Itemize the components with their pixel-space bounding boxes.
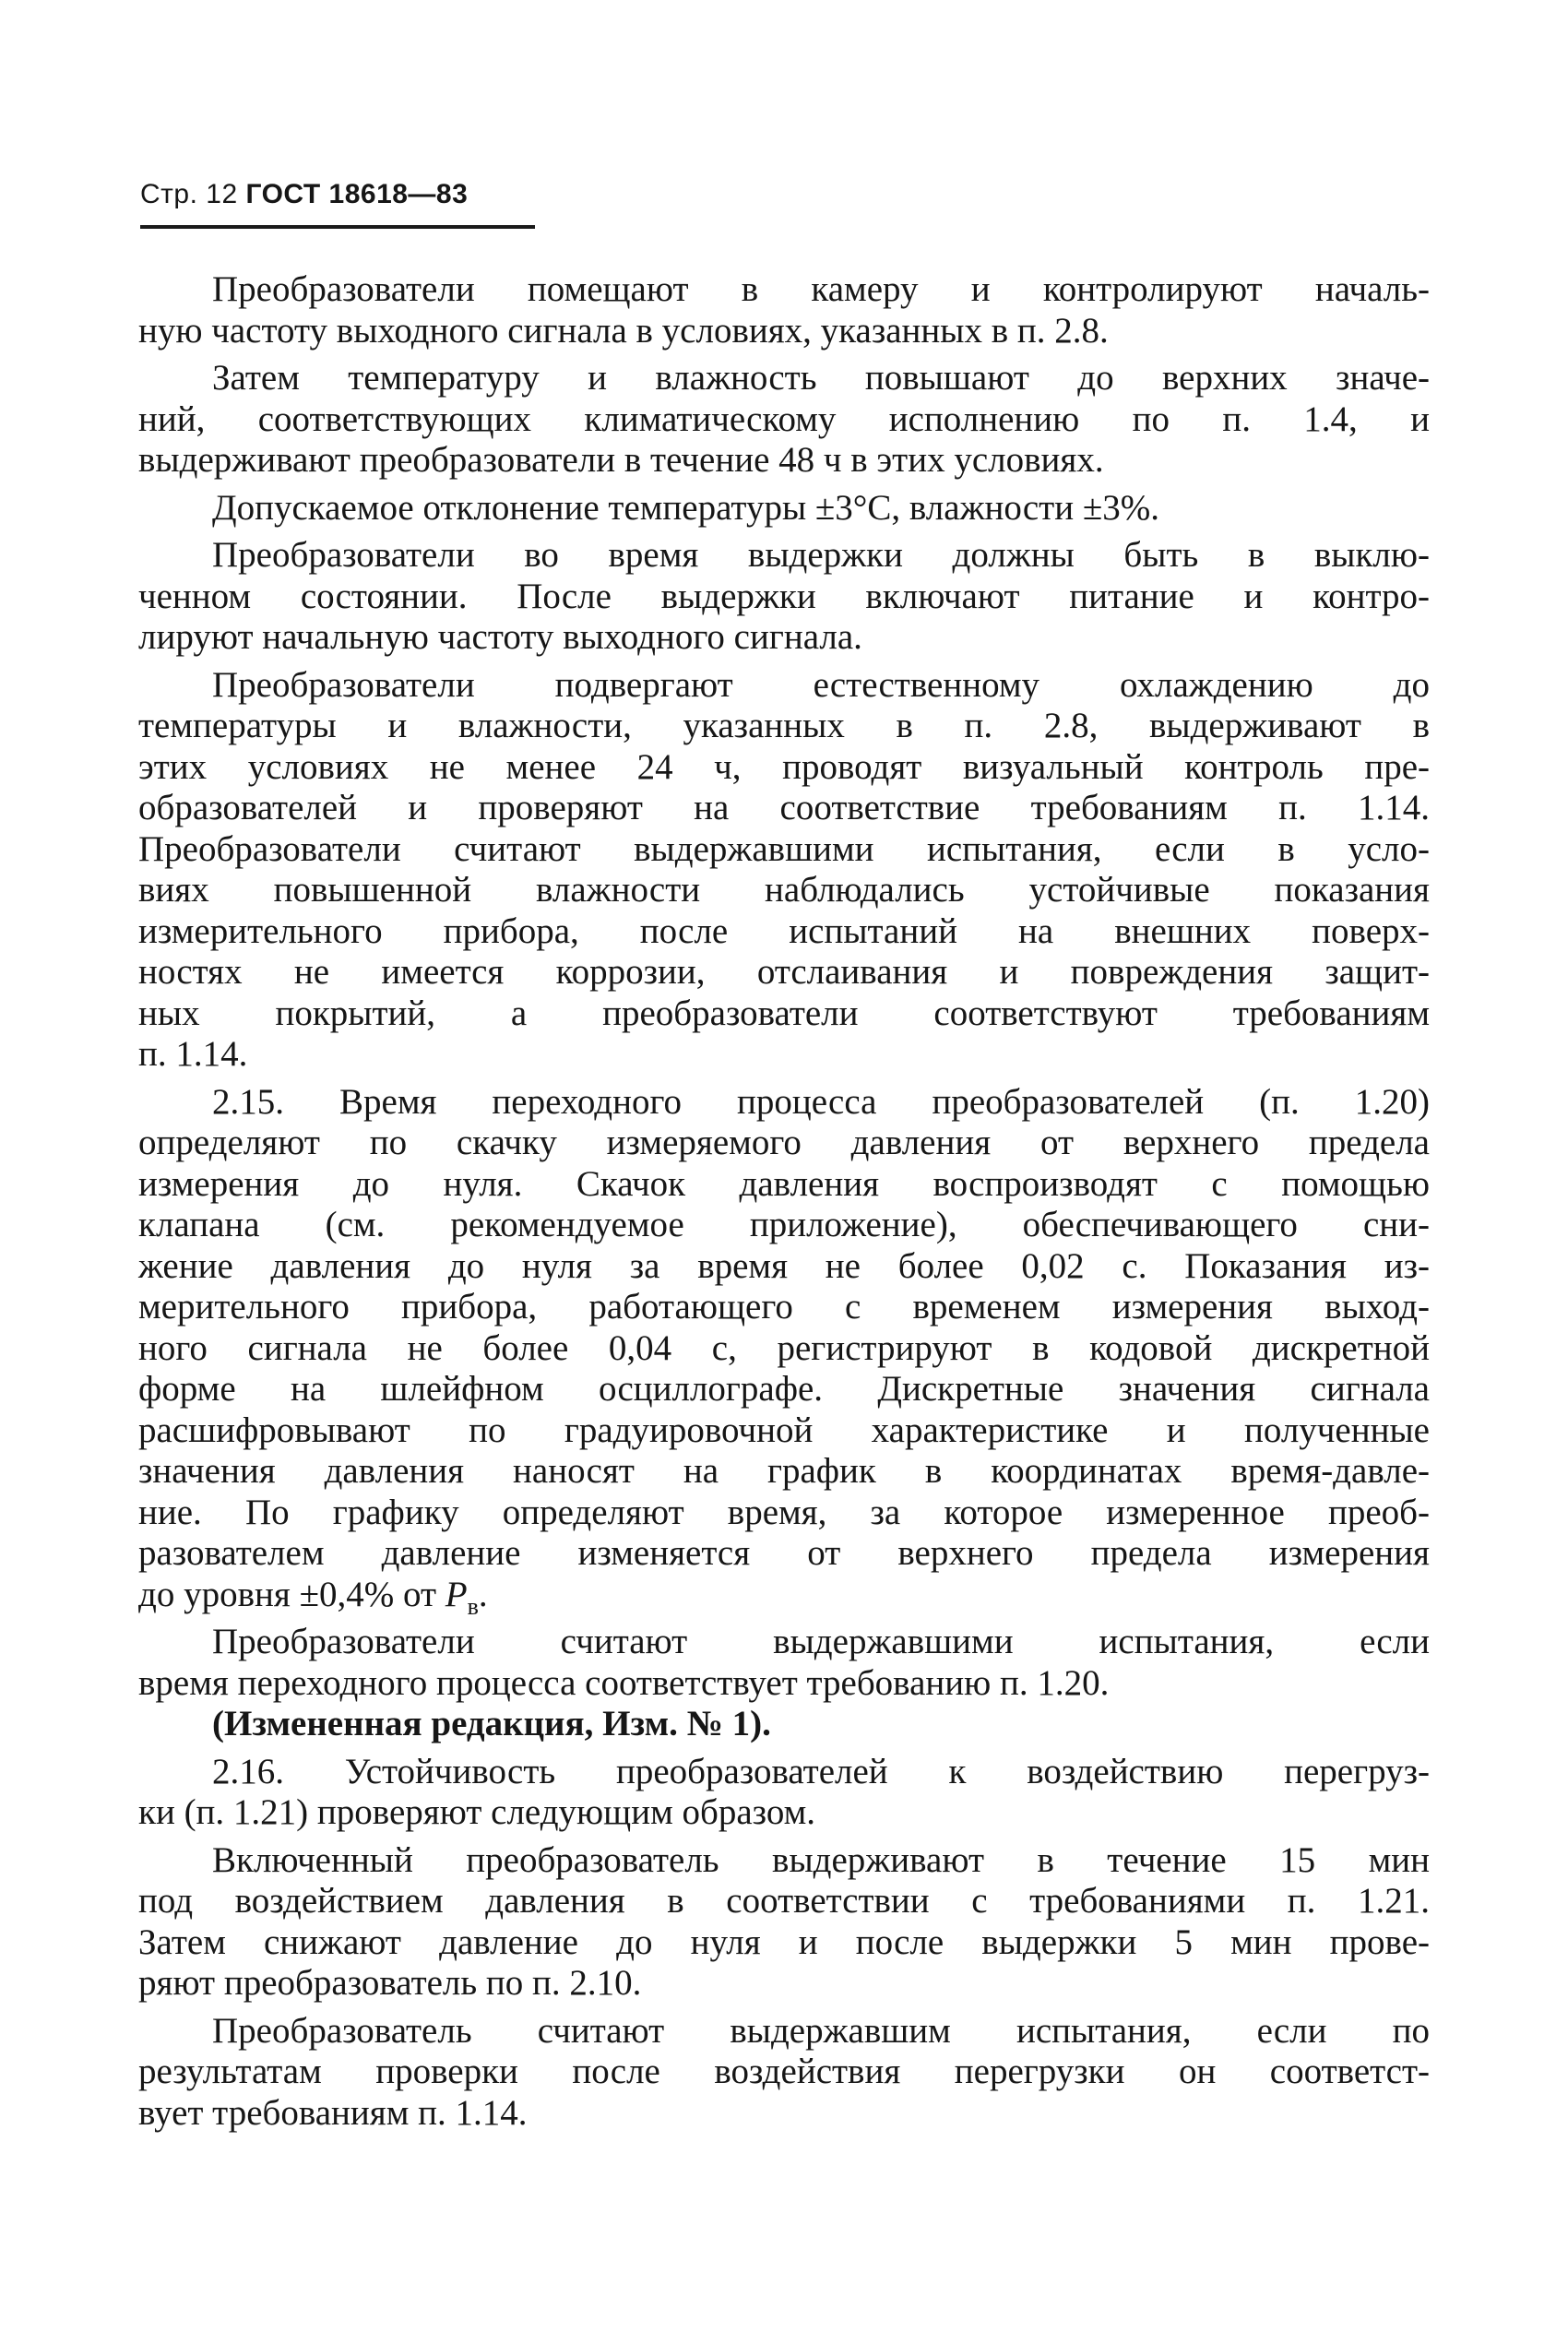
text-line: лируют начальную частоту выходного сигнала. [138, 617, 862, 657]
text-line: Преобразователи помещают в камеру и контролируют началь- [212, 269, 1430, 309]
text-line: форме на шлейфном осциллографе. Дискретные значения сигнала [138, 1369, 1430, 1409]
text-line: мерительного прибора, работающего с временем измерения выход- [138, 1287, 1430, 1327]
text-line: расшифровывают по градуировочной характеристике и полученные [138, 1410, 1430, 1450]
text-line: ки (п. 1.21) проверяют следующим образом. [138, 1792, 816, 1832]
text-fragment: до уровня ±0,4% от [138, 1574, 445, 1614]
text-line: Затем снижают давление до нуля и после выдержки 5 мин прове- [138, 1922, 1430, 1962]
text-line: измерительного прибора, после испытаний на внешних поверх- [138, 910, 1430, 951]
paragraph [138, 269, 1430, 351]
paragraph [138, 1840, 1430, 2005]
paragraph [138, 1622, 1430, 1704]
text-line: Преобразователь считают выдержавшим испытания, если по [212, 2010, 1430, 2051]
text-line: разователем давление изменяется от верхнего предела измерения [138, 1533, 1430, 1573]
paragraph [138, 1081, 1430, 1620]
text-line: Преобразователи считают выдержавшими испытания, если в усло- [138, 828, 1430, 869]
text-line: ченном состоянии. После выдержки включают питание и контро- [138, 576, 1430, 616]
paragraph [138, 665, 1430, 1076]
text-line: Включенный преобразователь выдерживают в течение 15 мин [212, 1839, 1430, 1880]
text-line: значения давления наносят на график в координатах время-давле- [138, 1451, 1430, 1491]
text-line: клапана (см. рекомендуемое приложение), обеспечивающего сни- [138, 1205, 1430, 1244]
text-line: ний, соответствующих климатическому исполнению по п. 1.4, и [138, 399, 1430, 439]
text-line: температуры и влажности, указанных в п. 2.8, выдерживают в [138, 706, 1430, 745]
pressure-subscript: в [467, 1592, 479, 1620]
text-line: ного сигнала не более 0,04 с, регистрируют в кодовой дискретной [138, 1327, 1430, 1368]
text-line: под воздействием давления в соответствии с требованиями п. 1.21. [138, 1881, 1430, 1921]
paragraph [138, 1752, 1430, 1834]
text-fragment: . [478, 1574, 488, 1614]
text-line: Преобразователи во время выдержки должны быть в выклю- [212, 535, 1430, 575]
running-header [140, 181, 468, 208]
text-line [138, 1574, 1430, 1620]
paragraph [138, 488, 1430, 529]
text-line: п. 1.14. [138, 1034, 248, 1074]
text-line: образователей и проверяют на соответствие требованиям п. 1.14. [138, 788, 1430, 827]
text-line: измерения до нуля. Скачок давления воспроизводят с помощью [138, 1163, 1430, 1204]
text-line: выдерживают преобразователи в течение 48 ч в этих условиях. [138, 440, 1104, 480]
text-line: Преобразователи подвергают естественному охлаждению до [212, 664, 1430, 705]
text-line: Преобразователи считают выдержавшими испытания, если [212, 1622, 1430, 1661]
text-line: результатам проверки после воздействия перегрузки он соответст- [138, 2052, 1430, 2091]
text-line: (Измененная редакция, Изм. № 1). [212, 1704, 771, 1743]
page-body [138, 269, 1430, 2134]
text-line: Затем температуру и влажность повышают до верхних значе- [212, 358, 1430, 398]
standard-designation: ГОСТ 18618—83 [245, 179, 469, 209]
amendment-note [138, 1704, 1430, 1745]
paragraph [138, 535, 1430, 659]
text-line: 2.15. Время переходного процесса преобразователей (п. 1.20) [212, 1081, 1430, 1122]
pressure-symbol: P [445, 1574, 468, 1614]
text-line: вует требованиям п. 1.14. [138, 2092, 528, 2133]
text-line: ных покрытий, а преобразователи соответствуют требованиям [138, 993, 1430, 1033]
text-line: определяют по скачку измеряемого давления от верхнего предела [138, 1123, 1430, 1162]
text-line: ностях не имеется коррозии, отслаивания и повреждения защит- [138, 952, 1430, 992]
text-line: ную частоту выходного сигнала в условиях, указанных в п. 2.8. [138, 310, 1109, 351]
paragraph [138, 358, 1430, 482]
text-line: 2.16. Устойчивость преобразователей к воздействию перегруз- [212, 1751, 1430, 1791]
text-line: этих условиях не менее 24 ч, проводят визуальный контроль пре- [138, 746, 1430, 787]
text-line: Допускаемое отклонение температуры ±3°С, влажности ±3%. [212, 487, 1159, 528]
paragraph [138, 2011, 1430, 2135]
text-line: ние. По графику определяют время, за которое измеренное преоб- [138, 1492, 1430, 1532]
text-line: жение давления до нуля за время не более 0,02 с. Показания из- [138, 1245, 1430, 1286]
text-line: виях повышенной влажности наблюдались устойчивые показания [138, 870, 1430, 910]
header-rule [140, 225, 535, 229]
text-line: время переходного процесса соответствует требованию п. 1.20. [138, 1662, 1110, 1703]
text-line: ряют преобразователь по п. 2.10. [138, 1963, 642, 2003]
page-number: Стр. 12 [140, 179, 238, 209]
